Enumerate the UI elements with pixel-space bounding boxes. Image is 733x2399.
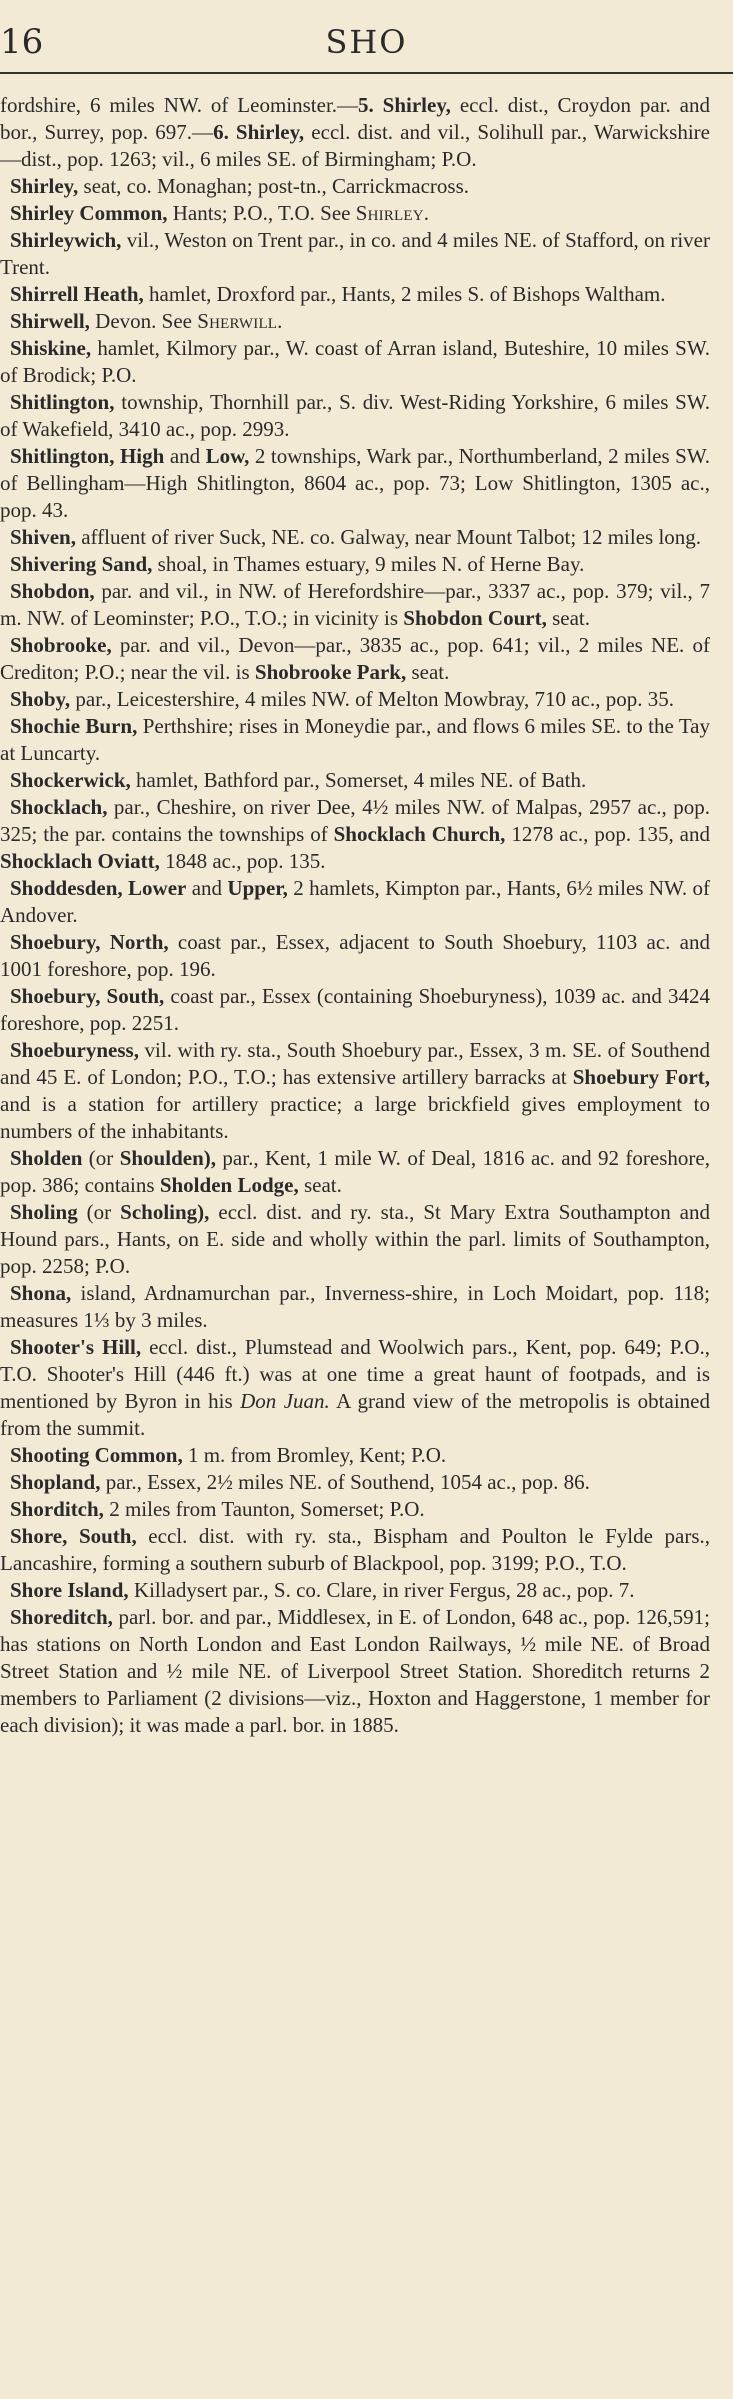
entry-text: par., Kent, 1 mile W. of Deal, 1816 ac. and 92 foreshore, pop. 386; contains (0, 1146, 710, 1197)
entry-text: par. and vil., in NW. of Herefordshire—par., 3337 ac., pop. 379; vil., 7 m. NW. of Leominster; P.O., T.O.; in vicinity is (0, 579, 710, 630)
entry-text: vil. with ry. sta., South Shoebury par., Essex, 3 m. SE. of Southend and 45 E. of London; P.O., T.O.; has extensive artillery barracks at (0, 1038, 710, 1089)
gazetteer-entry (0, 983, 710, 1037)
entry-text: Hants; P.O., T.O. See (167, 201, 356, 225)
gazetteer-entries (0, 92, 710, 1739)
entry-headword: Shocklach Oviatt, (0, 849, 160, 873)
entry-headword: Shirley Common, (10, 201, 168, 225)
entry-text: Shirley. (355, 201, 430, 225)
entry-text: coast par., Essex (containing Shoeburyness), 1039 ac. and 3424 foreshore, pop. 2251. (0, 984, 710, 1035)
gazetteer-entry (0, 200, 710, 227)
entry-headword: Shorditch, (10, 1497, 104, 1521)
gazetteer-entry (0, 632, 710, 686)
entry-headword: Low, (205, 444, 250, 468)
entry-text: 1848 ac., pop. 135. (159, 849, 326, 873)
entry-headword: 6. Shirley, (213, 120, 305, 144)
entry-headword: Shirwell, (10, 309, 90, 333)
gazetteer-entry (0, 929, 710, 983)
entry-headword: Shooter's Hill, (10, 1335, 142, 1359)
entry-headword: Shitlington, (10, 390, 115, 414)
entry-text: eccl. dist., Plumstead and Woolwich pars., Kent, pop. 649; P.O., T.O. Shooter's Hill (446 ft.) was at one time a great haunt of footpads, and is mentioned by Byron in his (0, 1335, 710, 1413)
entry-headword: Shirley, (10, 174, 79, 198)
entry-text: Perthshire; rises in Moneydie par., and flows 6 miles SE. to the Tay at Luncarty. (0, 714, 710, 765)
gazetteer-entry (0, 794, 710, 875)
entry-text: 2 townships, Wark par., Northumberland, 2 miles SW. of Bellingham—High Shitlington, 8604 ac., pop. 73; Low Shitlington, 1305 ac., pop. 43. (0, 444, 710, 522)
entry-text: 1 m. from Bromley, Kent; P.O. (182, 1443, 447, 1467)
entry-headword: 5. Shirley, (358, 93, 451, 117)
gazetteer-entry (0, 578, 710, 632)
entry-headword: Shobrooke, (10, 633, 112, 657)
entry-headword: Shopland, (10, 1470, 101, 1494)
entry-headword: Shoeburyness, (10, 1038, 139, 1062)
entry-text: seat. (546, 606, 590, 630)
entry-headword: Shitlington, High (10, 444, 165, 468)
entry-headword: Shore, South, (10, 1524, 137, 1548)
entry-headword: Shoreditch, (10, 1605, 113, 1629)
entry-text: Devon. See (89, 309, 198, 333)
entry-text: shoal, in Thames estuary, 9 miles N. of Herne Bay. (152, 552, 585, 576)
entry-text: eccl. dist. and vil., Solihull par., Warwickshire—dist., pop. 1263; vil., 6 miles SE. of Birmingham; P.O. (0, 120, 710, 171)
gazetteer-entry (0, 443, 710, 524)
entry-headword: Shiskine, (10, 336, 92, 360)
entry-text: 1278 ac., pop. 135, and (505, 822, 710, 846)
gazetteer-entry (0, 524, 710, 551)
entry-text: A grand view of the metropolis is obtained from the summit. (0, 1389, 710, 1440)
entry-text: hamlet, Kilmory par., W. coast of Arran island, Buteshire, 10 miles SW. of Brodick; P.O. (0, 336, 710, 387)
entry-text: eccl. dist., Croydon par. and bor., Surrey, pop. 697.— (0, 93, 710, 144)
gazetteer-entry (0, 227, 710, 281)
entry-text: hamlet, Droxford par., Hants, 2 miles S. of Bishops Waltham. (143, 282, 666, 306)
running-head: SHO (325, 23, 408, 61)
entry-text: Killadysert par., S. co. Clare, in river Fergus, 28 ac., pop. 7. (128, 1578, 635, 1602)
gazetteer-entry (0, 1469, 710, 1496)
entry-headword: Shirrell Heath, (10, 282, 144, 306)
entry-text: eccl. dist. and ry. sta., St Mary Extra Southampton and Hound pars., Hants, on E. side and wholly within the parl. limits of Southampton, pop. 2258; P.O. (0, 1200, 710, 1278)
entry-headword: Shirleywich, (10, 228, 122, 252)
page-number: 16 (0, 22, 44, 62)
gazetteer-entry (0, 1523, 710, 1577)
gazetteer-entry (0, 1442, 710, 1469)
entry-headword: Shockerwick, (10, 768, 131, 792)
entry-text: vil., Weston on Trent par., in co. and 4 miles NE. of Stafford, on river Trent. (0, 228, 710, 279)
entry-text: seat, co. Monaghan; post-tn., Carrickmacross. (78, 174, 470, 198)
gazetteer-entry (0, 1334, 710, 1442)
entry-headword: Shochie Burn, (10, 714, 138, 738)
entry-headword: Upper, (227, 876, 288, 900)
gazetteer-entry (0, 713, 710, 767)
header-rule (0, 72, 733, 74)
entry-headword: Sholing (10, 1200, 78, 1224)
entry-headword: Shoulden), (119, 1146, 216, 1170)
entry-headword: Shobdon, (10, 579, 95, 603)
entry-headword: Sholden (10, 1146, 83, 1170)
entry-text: 2 hamlets, Kimpton par., Hants, 6½ miles NW. of Andover. (0, 876, 711, 927)
entry-headword: Shore Island, (10, 1578, 129, 1602)
entry-text: affluent of river Suck, NE. co. Galway, near Mount Talbot; 12 miles long. (75, 525, 702, 549)
gazetteer-entry (0, 1145, 710, 1199)
entry-text: par., Leicestershire, 4 miles NW. of Melton Mowbray, 710 ac., pop. 35. (70, 687, 674, 711)
entry-text: and (164, 444, 206, 468)
entry-text: fordshire, 6 miles NW. of Leominster.— (0, 93, 359, 117)
entry-text: and (186, 876, 228, 900)
gazetteer-entry (0, 1280, 710, 1334)
gazetteer-entry (0, 308, 710, 335)
entry-text: (or (77, 1200, 121, 1224)
gazetteer-entry (0, 875, 710, 929)
entry-text: parl. bor. and par., Middlesex, in E. of London, 648 ac., pop. 126,591; has stations on North London and East London Railways, ½ mile NE. of Broad Street Station and ½ mile NE. of Liverpool Street Station. Shoreditch returns 2 members to Parliament (2 divisions—viz., Hoxton and Haggerstone, 1 member for each division); it was made a parl. bor. in 1885. (0, 1605, 710, 1737)
entry-headword: Shivering Sand, (10, 552, 153, 576)
entry-headword: Shoddesden, Lower (10, 876, 187, 900)
entry-text: eccl. dist. with ry. sta., Bispham and Poulton le Fylde pars., Lancashire, forming a southern suburb of Blackpool, pop. 3199; P.O., T.O. (0, 1524, 711, 1575)
gazetteer-entry (0, 335, 710, 389)
entry-text: seat. (298, 1173, 342, 1197)
gazetteer-entry (0, 1037, 710, 1145)
entry-headword: Shocklach, (10, 795, 108, 819)
entry-headword: Scholing), (120, 1200, 210, 1224)
entry-headword: Shoebury, South, (10, 984, 165, 1008)
entry-headword: Shobrooke Park, (254, 660, 407, 684)
entry-text: island, Ardnamurchan par., Inverness-shire, in Loch Moidart, pop. 118; measures 1⅓ by 3 miles. (0, 1281, 710, 1332)
entry-text: township, Thornhill par., S. div. West-Riding Yorkshire, 6 miles SW. of Wakefield, 3410 ac., pop. 2993. (0, 390, 710, 441)
entry-text: seat. (406, 660, 450, 684)
entry-italic-text: Don Juan. (240, 1389, 330, 1413)
gazetteer-entry (0, 551, 710, 578)
entry-text: par., Essex, 2½ miles NE. of Southend, 1054 ac., pop. 86. (100, 1470, 590, 1494)
page-header (0, 0, 733, 80)
entry-headword: Shona, (10, 1281, 72, 1305)
entry-headword: Shocklach Church, (333, 822, 506, 846)
entry-text: and is a station for artillery practice; a large brickfield gives employment to numbers of the inhabitants. (0, 1092, 710, 1143)
entry-text: par. and vil., Devon—par., 3835 ac., pop. 641; vil., 2 miles NE. of Crediton; P.O.; near the vil. is (0, 633, 710, 684)
entry-text: par., Cheshire, on river Dee, 4½ miles NW. of Malpas, 2957 ac., pop. 325; the par. contains the townships of (0, 795, 710, 846)
entry-headword: Shoebury, North, (10, 930, 169, 954)
entry-text: hamlet, Bathford par., Somerset, 4 miles NE. of Bath. (130, 768, 587, 792)
entry-headword: Shoebury Fort, (572, 1065, 710, 1089)
entry-headword: Sholden Lodge, (159, 1173, 299, 1197)
entry-text: 2 miles from Taunton, Somerset; P.O. (103, 1497, 425, 1521)
gazetteer-entry (0, 173, 710, 200)
entry-text: (or (82, 1146, 120, 1170)
entry-text: Sherwill. (197, 309, 283, 333)
entry-text: coast par., Essex, adjacent to South Shoebury, 1103 ac. and 1001 foreshore, pop. 196. (0, 930, 710, 981)
gazetteer-entry (0, 1199, 710, 1280)
gazetteer-entry (0, 686, 710, 713)
entry-headword: Shiven, (10, 525, 76, 549)
gazetteer-entry (0, 1577, 710, 1604)
gazetteer-entry (0, 281, 710, 308)
gazetteer-entry (0, 1604, 710, 1739)
entry-headword: Shobdon Court, (403, 606, 547, 630)
gazetteer-entry (0, 1496, 710, 1523)
entry-headword: Shooting Common, (10, 1443, 183, 1467)
gazetteer-entry (0, 92, 710, 173)
entry-headword: Shoby, (10, 687, 71, 711)
gazetteer-entry (0, 767, 710, 794)
gazetteer-entry (0, 389, 710, 443)
